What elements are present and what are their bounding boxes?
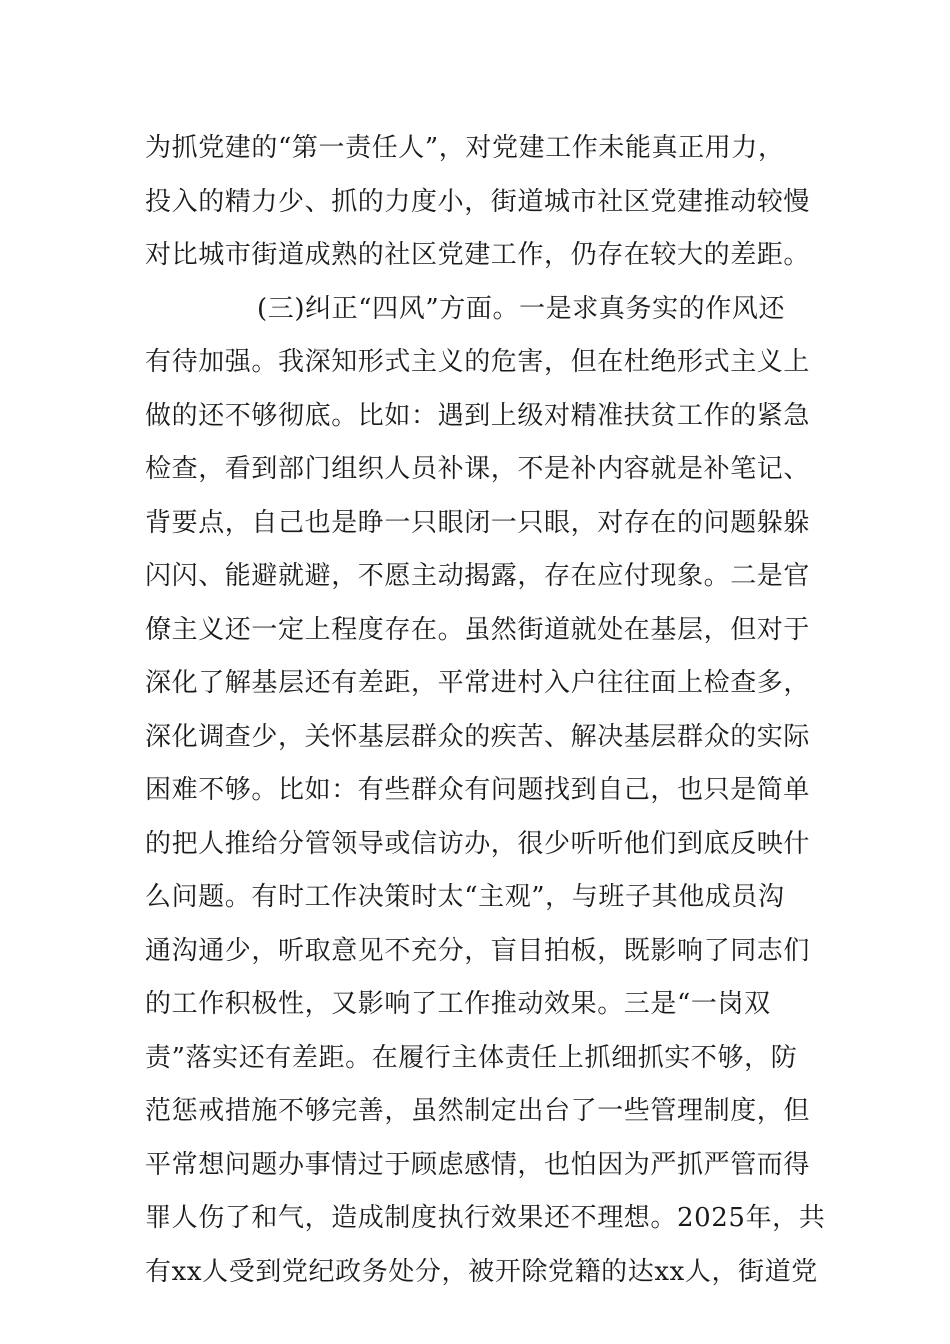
- text-line: 通沟通少，听取意见不充分，盲目拍板，既影响了同志们: [145, 935, 811, 966]
- text-line: 平常想问题办事情过于顾虑感情，也怕因为严抓严管而得: [145, 1149, 811, 1180]
- text-line: 深化调查少，关怀基层群众的疾苦、解决基层群众的实际: [145, 721, 811, 752]
- text-line: 范惩戒措施不够完善，虽然制定出台了一些管理制度，但: [145, 1096, 811, 1126]
- text-line: 有xx人受到党纪政务处分，被开除党籍的达xx人，街道党: [145, 1256, 818, 1287]
- text-line: 的工作积极性，又影响了工作推动效果。三是“一岗双: [145, 989, 771, 1019]
- text-line: 深化了解基层还有差距，平常进村入户往往面上检查多，: [145, 668, 811, 698]
- text-line: 么问题。有时工作决策时太“主观”，与班子其他成员沟: [145, 882, 785, 912]
- text-line: 背要点，自己也是睁一只眼闭一只眼，对存在的问题躲躲: [145, 507, 811, 538]
- body-text: [145, 122, 826, 1299]
- text-line: 投入的精力少、抓的力度小，街道城市社区党建推动较慢: [145, 186, 811, 217]
- text-line: 困难不够。比如：有些群众有问题找到自己，也只是简单: [145, 775, 811, 805]
- section-heading-line: (三)纠正“四风”方面。一是求真务实的作风还: [257, 293, 786, 324]
- text-line: 闪闪、能避就避，不愿主动揭露，存在应付现象。二是官: [145, 561, 811, 591]
- text-line: 罪人伤了和气，造成制度执行效果还不理想。2025年，共: [145, 1203, 826, 1233]
- text-line: 有待加强。我深知形式主义的危害，但在杜绝形式主义上: [145, 347, 811, 377]
- text-line: 检查，看到部门组织人员补课，不是补内容就是补笔记、: [145, 454, 811, 484]
- text-line: 为抓党建的“第一责任人”，对党建工作未能真正用力，: [145, 133, 785, 163]
- text-line: 僚主义还一定上程度存在。虽然街道就处在基层，但对于: [145, 614, 811, 645]
- text-line: 责”落实还有差距。在履行主体责任上抓细抓实不够，防: [145, 1042, 798, 1073]
- text-line: 的把人推给分管领导或信访办，很少听听他们到底反映什: [145, 828, 811, 859]
- text-line: 做的还不够彻底。比如：遇到上级对精准扶贫工作的紧急: [145, 400, 811, 431]
- text-line: 对比城市街道成熟的社区党建工作，仍存在较大的差距。: [145, 240, 811, 270]
